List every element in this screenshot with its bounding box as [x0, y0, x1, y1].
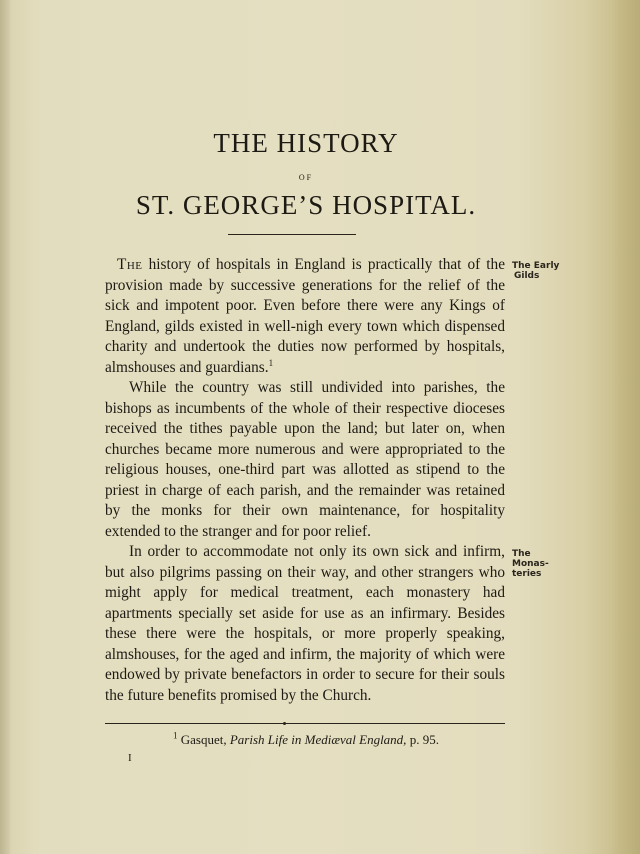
- title-connector: OF: [298, 173, 314, 182]
- footnote-reference: 1: [268, 357, 274, 368]
- sidenote-early-gilds-line1: The Early: [512, 261, 560, 271]
- footnote-page: p. 95.: [409, 732, 439, 747]
- sidenote-monasteries-line2: Monas-: [512, 559, 549, 569]
- sidenote-monasteries-line1: The: [512, 549, 531, 559]
- paragraph-2: While the country was still undivided into parishes, the bishops as incumbents of the whole of their respective dioceses received the tithes payable upon the land; but later on, when churches became more numerous and were appropriated to the religious houses, one-third part was allotted as stipend to the priest in charge of each parish, and the remainder was retained by the monks for their own maintenance, for hospitality extended to the stranger and for poor relief.: [105, 379, 505, 540]
- body-text: [105, 255, 505, 706]
- paragraph-3: In order to accommodate not only its own sick and infirm, but also pilgrims passing on their way, and other strangers who might apply for medical treatment, each monastery had apartments specially set aside for use as an infirmary. Besides these there were the hospitals, or more properly speaking, almshouses, for the aged and infirm, the majority of which were endowed by private benefactors in order to secure for their souls the future benefits promised by the Church.: [105, 543, 505, 704]
- footnote-work: Parish Life in Mediæval England,: [229, 732, 407, 747]
- paragraph-1-text: history of hospitals in England is practically that of the provision made by successive generations for the relief of the sick and impotent poor. Even before there were any Kings of England, gilds existed in well-nigh every town which dispensed charity and undertook the duties now performed by hospitals, almshouses and guardians.: [105, 256, 505, 376]
- sidenote-monasteries-line3: teries: [512, 569, 542, 579]
- title-rule: [228, 234, 356, 235]
- footnote: [173, 732, 439, 748]
- footnote-rule: [105, 723, 505, 724]
- footnote-marker: 1: [173, 730, 178, 741]
- page-subtitle: ST. GEORGE’S HOSPITAL.: [135, 190, 477, 220]
- sidenote-early-gilds-line2: Gilds: [514, 271, 540, 281]
- paragraph-1: [105, 255, 505, 378]
- paragraph-1-lead: The: [117, 256, 143, 273]
- sidenote-monasteries: [512, 549, 582, 579]
- page-fold-shadow: [612, 0, 640, 854]
- footnote-rule-dot: [283, 722, 286, 725]
- page-title: THE HISTORY: [213, 128, 399, 158]
- sidenote-early-gilds: [512, 261, 582, 281]
- signature-mark: I: [128, 752, 132, 764]
- footnote-author: Gasquet,: [180, 732, 227, 747]
